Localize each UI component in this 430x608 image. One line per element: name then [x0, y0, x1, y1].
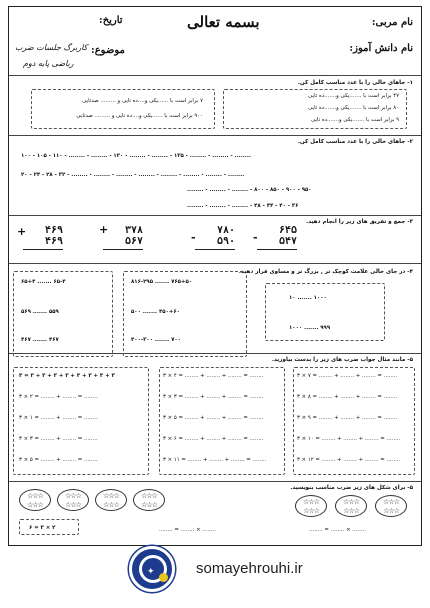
multiplication-row: ۳ × ۵ = ........ + ........ = ........ [19, 457, 98, 463]
compare-item: ۴۶۷ ....... ۴۶۷ [21, 337, 59, 343]
q3-top-number: ۳۷۸ [124, 225, 143, 236]
q3-bottom-number: ۵۶۷ [124, 236, 143, 247]
grade-value: ریاضی پایه دوم [23, 59, 74, 68]
q2-sequence-row: ۱۰۰ - ۱۰۵ - ۱۱۰ - ........ - ........ - ۱۲۰ - ........ - ........ - ۱۳۵ - ........ - ........ - ........ [21, 153, 251, 159]
section-divider [9, 481, 421, 482]
minus-sign: - [253, 231, 258, 244]
q2-sequence-row: ........ - ........ - ........ - ۸۰۰ - ۸۵۰ - ۹۰۰ - ۹۵۰ [187, 187, 312, 193]
q6-answer-row: ........ = ........ × ........ [309, 527, 367, 533]
q3-bottom-number: ۵۴۷ [278, 236, 297, 247]
multiplication-row: ۳ × ۷ = ........ + ........ + ........ = ........ [297, 373, 398, 379]
multiplication-row: ۳ × ۱۲ = ........ + ........ + ........ = ........ [297, 457, 401, 463]
q1-title: ۱- جاهای خالی را با عدد مناسب کامل کن. [297, 80, 413, 86]
star-group-circle: ☆☆☆ ☆☆☆ [375, 495, 407, 517]
star-group-circle: ☆☆☆ ☆☆☆ [95, 489, 127, 511]
multiplication-row: ۳ × ۱ = ........ + ........ = ........ [19, 415, 98, 421]
compare-item: ۱۰ ....... ۱۰۰۰ [289, 295, 327, 301]
compare-item: ۵۰۰ ....... ۴۵۰+۶۰ [131, 309, 180, 315]
multiplication-row: ۳ × ۸ = ........ + ........ + ........ = ........ [297, 394, 398, 400]
multiplication-row: ۳ × ۵ = ........ + ........ + ........ = ........ [163, 415, 264, 421]
logo-star-icon: ✦ [147, 567, 155, 577]
subject-label: موضوع: [91, 45, 125, 56]
section-divider [9, 353, 421, 354]
page-title: بسمه تعالی [187, 13, 260, 31]
compare-item: ۴۰۰-۳۰۰ ....... ۷۰۰ [131, 337, 181, 343]
section-divider [9, 135, 421, 136]
q3-problem [17, 225, 63, 247]
q3-bottom-number: ۵۹۰ [216, 236, 235, 247]
q2-sequence-row: ۲۰ - ۲۴ - ۲۸ - ۳۲ - ........ - ........ - ........ - ........ - ........ - ........ - ........ - ........ [21, 172, 245, 178]
compare-item: ۱۰۰۰ ....... ۹۹۹ [289, 325, 331, 331]
multiplication-row: ۳ × ۱۰ = ........ + ........ + ........ = ........ [297, 436, 401, 442]
multiplication-example: ۳ = ۳ + ۳ + ۳ + ۳ + ۳ + ۳ + ۳ + ۳ [19, 373, 115, 379]
answer-line [23, 249, 63, 250]
q6-answer-row: ........ = ........ × ........ [159, 527, 217, 533]
multiplication-row: ۳ × ۱۱ = ........ + ........ + ........ = ........ [163, 457, 267, 463]
plus-sign: + [99, 223, 109, 236]
answer-line [103, 249, 143, 250]
multiplication-row: ۳ × ۳ = ........ + ........ + ........ = ........ [163, 394, 264, 400]
section-divider [9, 215, 421, 216]
date-label: تاریخ: [99, 15, 123, 26]
answer-line [257, 249, 297, 250]
logo-dot [159, 573, 168, 582]
q4-title: ۴- در جای خالی علامت کوچک تر , بزرگ تر و مساوی قرار دهید. [238, 269, 413, 275]
compare-item: ۸۱۶-۲۹۵ ....... ۷۶۵+۵۰ [131, 279, 193, 285]
minus-sign: - [191, 231, 196, 244]
star-group-circle: ☆☆☆ ☆☆☆ [295, 495, 327, 517]
multiplication-row: ۳ × ۶ = ........ + ........ + ........ = ........ [163, 436, 264, 442]
q3-problem [99, 223, 143, 247]
q2-title: ۲- جاهای خالی را با عدد مناسب کامل کن. [297, 139, 413, 145]
compare-item: ۵۶۹ ....... ۵۵۹ [21, 309, 59, 315]
q6-example: ۶ = ۳ × ۲ [29, 525, 56, 531]
q3-bottom-number: ۴۶۹ [44, 236, 63, 247]
worksheet-page [8, 6, 422, 546]
q1-right-line: ۹ برابر است با .......یکی و.......ده تایی [310, 117, 399, 123]
q3-top-number: ۶۴۵ [278, 225, 297, 236]
q2-sequence-row: ........ - ........ - ........ - ۴۸ - ۴۴ - ۴۰ - ۳۶ [187, 203, 299, 209]
q3-top-number: ۴۶۹ [44, 225, 63, 236]
q3-top-number: ۷۸۰ [216, 225, 235, 236]
star-group-circle: ☆☆☆ ☆☆☆ [335, 495, 367, 517]
q1-right-line: ۸۰ برابر است با .......یکی و.......ده تایی [308, 105, 399, 111]
q3-problem [253, 225, 297, 247]
subject-value: کاربرگ جلسات ضرب [15, 43, 88, 52]
q1-left-line: ۹۰۰ برابر است با ......یکی و....ده تایی و ......... صدتایی [76, 113, 203, 119]
q1-left-line: ۷ برابر است با ......یکی و....ده تایی و ......... صدتایی [82, 98, 203, 104]
q1-left-box [31, 89, 215, 129]
multiplication-row: ۳ × ۲ = ........ + ........ = ........ [19, 394, 98, 400]
q1-right-line: ۴۷ برابر است با .......یکی و.......ده تایی [308, 93, 399, 99]
compare-item: ۶۵+۴ ....... ۶۵-۴ [21, 279, 66, 285]
student-name-label: نام دانش آموز: [349, 43, 413, 54]
site-logo [129, 546, 175, 592]
star-group-circle: ☆☆☆ ☆☆☆ [19, 489, 51, 511]
q4-right-box [265, 283, 385, 341]
q3-title: ۳- جمع و تفریق های زیر را انجام دهید. [306, 219, 413, 225]
q6-example-box [19, 519, 79, 535]
multiplication-row: ۳ × ۳ = ........ + ........ = ........ [19, 436, 98, 442]
header-divider [9, 75, 421, 76]
multiplication-row: ۳ × ۹ = ........ + ........ + ........ = ........ [297, 415, 398, 421]
q3-problem [191, 225, 235, 247]
teacher-name-label: نام مربی: [371, 17, 413, 28]
q6-title: ۵- برای شکل های زیر ضرب مناسب بنویسید. [290, 485, 413, 491]
plus-sign: + [17, 225, 27, 238]
star-group-circle: ☆☆☆ ☆☆☆ [57, 489, 89, 511]
footer-website[interactable]: somayehrouhi.ir [196, 560, 303, 577]
q5-title: ۵- مانند مثال جواب ضرب های زیر را بدست بیاورید. [271, 357, 413, 363]
section-divider [9, 263, 421, 264]
star-group-circle: ☆☆☆ ☆☆☆ [133, 489, 165, 511]
multiplication-row: ۳ × ۴ = ........ + ........ + ........ = ........ [163, 373, 264, 379]
answer-line [195, 249, 235, 250]
